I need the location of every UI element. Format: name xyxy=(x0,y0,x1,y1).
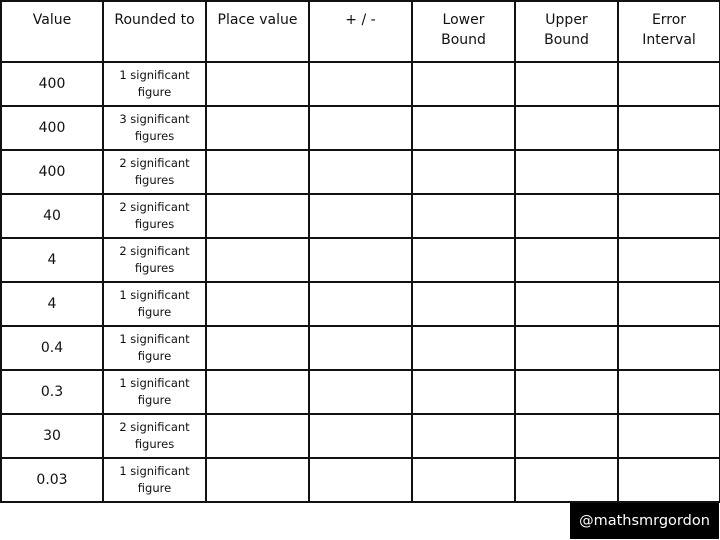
rounded-to-cell: 1 significant figure xyxy=(103,62,206,106)
lower-bound-cell[interactable] xyxy=(412,414,515,458)
place-value-cell[interactable] xyxy=(206,62,309,106)
rounded-to-cell: 3 significant figures xyxy=(103,106,206,150)
plus-minus-cell[interactable] xyxy=(309,62,412,106)
place-value-cell[interactable] xyxy=(206,326,309,370)
error-interval-cell[interactable] xyxy=(618,238,720,282)
rounded-to-cell: 2 significant figures xyxy=(103,150,206,194)
lower-bound-cell[interactable] xyxy=(412,326,515,370)
lower-bound-cell[interactable] xyxy=(412,150,515,194)
place-value-cell[interactable] xyxy=(206,238,309,282)
error-interval-cell[interactable] xyxy=(618,414,720,458)
table-row xyxy=(1,370,720,414)
upper-bound-cell[interactable] xyxy=(515,62,618,106)
table-row xyxy=(1,150,720,194)
rounded-to-cell: 1 significant figure xyxy=(103,370,206,414)
upper-bound-cell[interactable] xyxy=(515,414,618,458)
value-cell: 400 xyxy=(1,62,103,106)
lower-bound-cell[interactable] xyxy=(412,194,515,238)
upper-bound-cell[interactable] xyxy=(515,370,618,414)
upper-bound-cell[interactable] xyxy=(515,106,618,150)
place-value-cell[interactable] xyxy=(206,106,309,150)
error-interval-cell[interactable] xyxy=(618,458,720,502)
value-cell: 400 xyxy=(1,150,103,194)
rounded-to-cell: 1 significant figure xyxy=(103,282,206,326)
lower-bound-cell[interactable] xyxy=(412,370,515,414)
upper-bound-cell[interactable] xyxy=(515,194,618,238)
table-row xyxy=(1,282,720,326)
header-rounded-to: Rounded to xyxy=(103,1,206,62)
value-cell: 0.3 xyxy=(1,370,103,414)
value-cell: 4 xyxy=(1,238,103,282)
error-interval-cell[interactable] xyxy=(618,194,720,238)
table-row xyxy=(1,106,720,150)
header-value: Value xyxy=(1,1,103,62)
value-cell: 4 xyxy=(1,282,103,326)
table-row xyxy=(1,326,720,370)
lower-bound-cell[interactable] xyxy=(412,106,515,150)
value-cell: 0.03 xyxy=(1,458,103,502)
lower-bound-cell[interactable] xyxy=(412,238,515,282)
header-plus-minus: + / - xyxy=(309,1,412,62)
author-credit-badge: @mathsmrgordon xyxy=(570,503,719,539)
place-value-cell[interactable] xyxy=(206,458,309,502)
rounded-to-cell: 1 significant figure xyxy=(103,326,206,370)
error-interval-cell[interactable] xyxy=(618,370,720,414)
value-cell: 400 xyxy=(1,106,103,150)
plus-minus-cell[interactable] xyxy=(309,414,412,458)
rounded-to-cell: 2 significant figures xyxy=(103,238,206,282)
plus-minus-cell[interactable] xyxy=(309,238,412,282)
plus-minus-cell[interactable] xyxy=(309,150,412,194)
table-row xyxy=(1,194,720,238)
header-row xyxy=(1,1,720,62)
error-interval-cell[interactable] xyxy=(618,326,720,370)
header-error-interval: Error Interval xyxy=(618,1,720,62)
value-cell: 40 xyxy=(1,194,103,238)
place-value-cell[interactable] xyxy=(206,370,309,414)
table-row xyxy=(1,414,720,458)
plus-minus-cell[interactable] xyxy=(309,370,412,414)
rounded-to-cell: 2 significant figures xyxy=(103,194,206,238)
table-row xyxy=(1,458,720,502)
upper-bound-cell[interactable] xyxy=(515,238,618,282)
plus-minus-cell[interactable] xyxy=(309,282,412,326)
plus-minus-cell[interactable] xyxy=(309,326,412,370)
value-cell: 30 xyxy=(1,414,103,458)
place-value-cell[interactable] xyxy=(206,194,309,238)
lower-bound-cell[interactable] xyxy=(412,282,515,326)
table-row xyxy=(1,238,720,282)
upper-bound-cell[interactable] xyxy=(515,326,618,370)
header-place-value: Place value xyxy=(206,1,309,62)
place-value-cell[interactable] xyxy=(206,414,309,458)
place-value-cell[interactable] xyxy=(206,150,309,194)
header-lower-bound: Lower Bound xyxy=(412,1,515,62)
upper-bound-cell[interactable] xyxy=(515,150,618,194)
table-row xyxy=(1,62,720,106)
upper-bound-cell[interactable] xyxy=(515,282,618,326)
plus-minus-cell[interactable] xyxy=(309,106,412,150)
lower-bound-cell[interactable] xyxy=(412,62,515,106)
error-interval-cell[interactable] xyxy=(618,62,720,106)
error-interval-cell[interactable] xyxy=(618,282,720,326)
lower-bound-cell[interactable] xyxy=(412,458,515,502)
plus-minus-cell[interactable] xyxy=(309,194,412,238)
error-interval-cell[interactable] xyxy=(618,106,720,150)
upper-bound-cell[interactable] xyxy=(515,458,618,502)
error-interval-cell[interactable] xyxy=(618,150,720,194)
place-value-cell[interactable] xyxy=(206,282,309,326)
value-cell: 0.4 xyxy=(1,326,103,370)
header-upper-bound: Upper Bound xyxy=(515,1,618,62)
plus-minus-cell[interactable] xyxy=(309,458,412,502)
rounded-to-cell: 1 significant figure xyxy=(103,458,206,502)
rounded-to-cell: 2 significant figures xyxy=(103,414,206,458)
